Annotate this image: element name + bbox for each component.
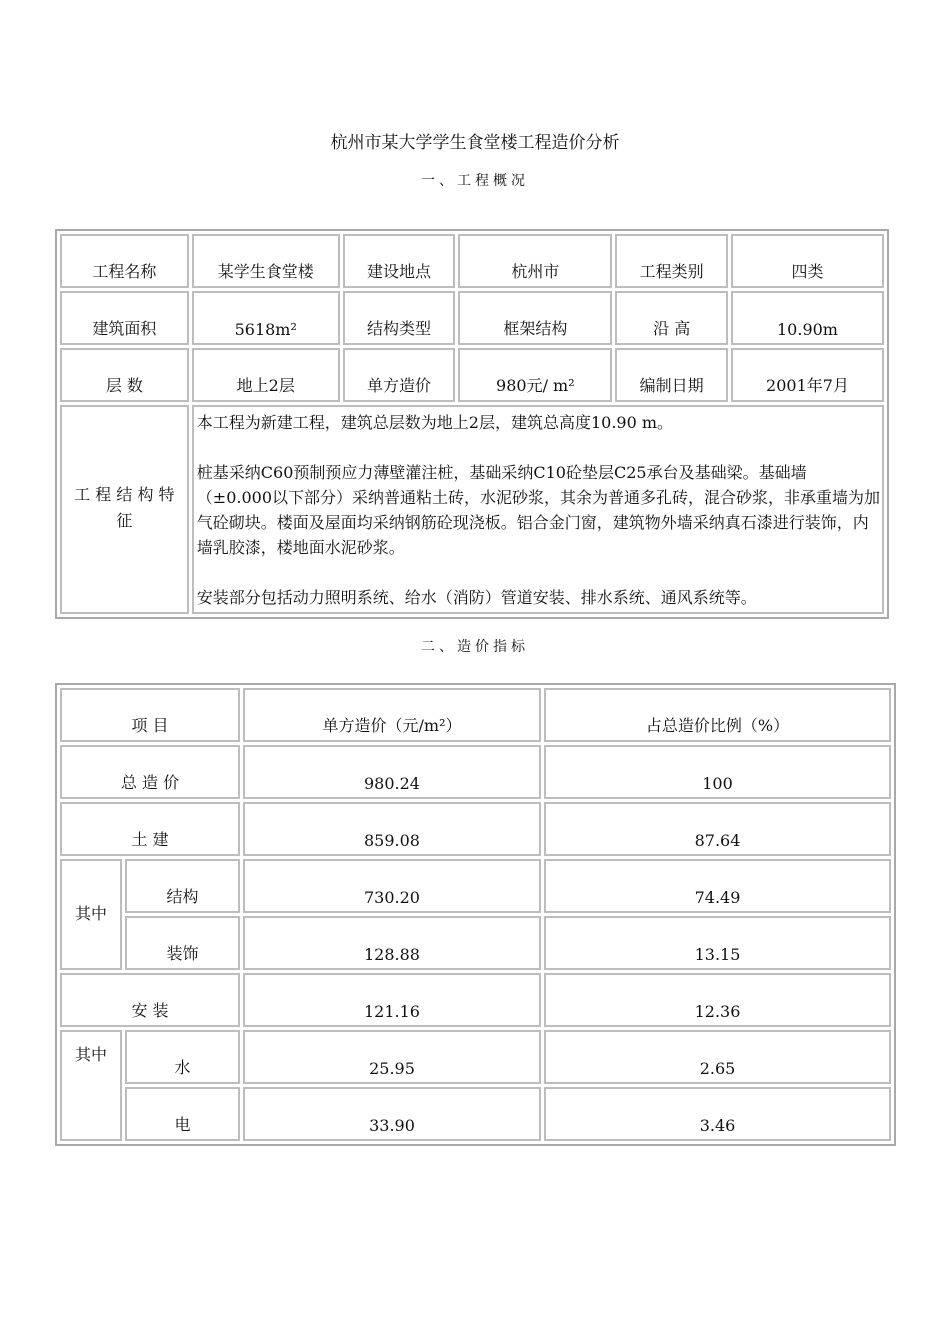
unit-cost-cell: 859.08 bbox=[243, 802, 541, 856]
table-cell: 建筑面积 bbox=[60, 291, 189, 345]
table-row bbox=[60, 973, 891, 1027]
header-cell: 单方造价（元/m²） bbox=[243, 688, 541, 742]
table-row bbox=[60, 291, 884, 345]
structure-paragraph: 本工程为新建工程，建筑总层数为地上2层，建筑总高度10.90 m。 bbox=[196, 413, 674, 432]
table-row bbox=[60, 802, 891, 856]
table-row bbox=[60, 234, 884, 288]
header-cell: 项 目 bbox=[60, 688, 240, 742]
row-label: 总 造 价 bbox=[60, 745, 240, 799]
row-label: 土 建 bbox=[60, 802, 240, 856]
section-title-overview: 一、工程概况 bbox=[421, 173, 529, 189]
table-cell: 层 数 bbox=[60, 348, 189, 402]
ratio-cell: 74.49 bbox=[544, 859, 891, 913]
section-title-indicators: 二、造价指标 bbox=[421, 639, 529, 655]
structure-description bbox=[192, 405, 884, 614]
row-label: 结构 bbox=[125, 859, 240, 913]
table-cell: 编制日期 bbox=[615, 348, 728, 402]
table-row bbox=[60, 1030, 891, 1084]
table-cell: 沿 高 bbox=[615, 291, 728, 345]
unit-cost-cell: 730.20 bbox=[243, 859, 541, 913]
table-row bbox=[60, 859, 891, 913]
table-cell: 结构类型 bbox=[343, 291, 456, 345]
unit-cost-cell: 25.95 bbox=[243, 1030, 541, 1084]
table-cell: 建设地点 bbox=[343, 234, 456, 288]
unit-cost-cell: 980.24 bbox=[243, 745, 541, 799]
table-cell: 单方造价 bbox=[343, 348, 456, 402]
structure-paragraph: 桩基采纳C60预制预应力薄壁灌注桩，基础采纳C10砼垫层C25承台及基础梁。基础墙（±0.000以下部分）采纳普通粘土砖，水泥砂浆，其余为普通多孔砖，混合砂浆，非承重墙为加气砼砌块。楼面及屋面均采纳钢筋砼现浇板。铝合金门窗，建筑物外墙采纳真石漆进行装饰，内墙乳胶漆，楼地面水泥砂浆。 bbox=[196, 463, 880, 557]
table-cell: 地上2层 bbox=[192, 348, 340, 402]
table-cell: 5618m² bbox=[192, 291, 340, 345]
group-label: 其中 bbox=[60, 1030, 122, 1141]
structure-paragraph: 安装部分包括动力照明系统、给水（消防）管道安装、排水系统、通风系统等。 bbox=[196, 588, 757, 607]
row-label: 电 bbox=[125, 1087, 240, 1141]
row-label: 安 装 bbox=[60, 973, 240, 1027]
indicators-table bbox=[55, 683, 896, 1146]
row-label: 水 bbox=[125, 1030, 240, 1084]
overview-table bbox=[55, 229, 889, 619]
ratio-cell: 100 bbox=[544, 745, 891, 799]
row-label: 装饰 bbox=[125, 916, 240, 970]
ratio-cell: 12.36 bbox=[544, 973, 891, 1027]
table-cell: 某学生食堂楼 bbox=[192, 234, 340, 288]
table-row bbox=[60, 916, 891, 970]
table-cell: 2001年7月 bbox=[731, 348, 884, 402]
header-cell: 占总造价比例（%） bbox=[544, 688, 891, 742]
unit-cost-cell: 128.88 bbox=[243, 916, 541, 970]
table-cell: 980元/ m² bbox=[458, 348, 612, 402]
table-cell: 工程名称 bbox=[60, 234, 189, 288]
table-cell: 四类 bbox=[731, 234, 884, 288]
ratio-cell: 87.64 bbox=[544, 802, 891, 856]
table-row bbox=[60, 405, 884, 614]
structure-label: 工 程 结 构 特 征 bbox=[60, 405, 189, 614]
table-row bbox=[60, 688, 891, 742]
unit-cost-cell: 121.16 bbox=[243, 973, 541, 1027]
table-row bbox=[60, 745, 891, 799]
table-cell: 杭州市 bbox=[458, 234, 612, 288]
ratio-cell: 2.65 bbox=[544, 1030, 891, 1084]
table-cell: 框架结构 bbox=[458, 291, 612, 345]
table-row bbox=[60, 348, 884, 402]
unit-cost-cell: 33.90 bbox=[243, 1087, 541, 1141]
ratio-cell: 13.15 bbox=[544, 916, 891, 970]
table-cell: 10.90m bbox=[731, 291, 884, 345]
document-title: 杭州市某大学学生食堂楼工程造价分析 bbox=[330, 133, 620, 153]
table-row bbox=[60, 1087, 891, 1141]
table-cell: 工程类别 bbox=[615, 234, 728, 288]
ratio-cell: 3.46 bbox=[544, 1087, 891, 1141]
group-label: 其中 bbox=[60, 859, 122, 970]
